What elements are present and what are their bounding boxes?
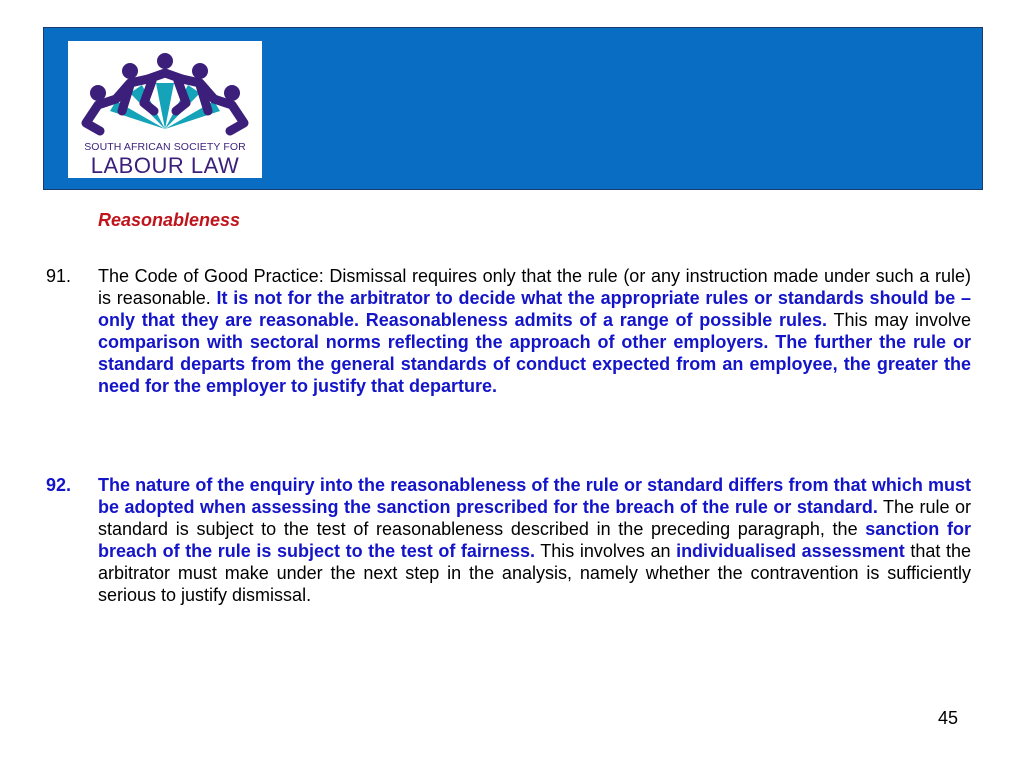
paragraph-body	[98, 474, 971, 606]
paragraph-92	[46, 474, 971, 606]
section-heading: Reasonableness	[98, 210, 241, 230]
logo-text-line1: SOUTH AFRICAN SOCIETY FOR	[84, 141, 246, 153]
text-segment: The Code of Good Practice: Dismissal requires only that the rule (or any instruction made under such a rule) is reasonable.	[98, 266, 971, 308]
emphasis-segment: It is not for the arbitrator to decide what the appropriate rules or standards should be – only that they are reasonable. Reasonableness admits of a range of possible rules.	[98, 288, 971, 330]
text-segment: This involves an	[534, 541, 677, 561]
logo-text-line2: LABOUR LAW	[90, 153, 240, 178]
society-logo	[68, 41, 262, 178]
paragraph-body	[98, 265, 971, 397]
text-segment: that the arbitrator must make under the next step in the analysis, namely whether the contravention is sufficiently serious to justify dismissal.	[98, 541, 971, 605]
page-number: 45	[938, 708, 959, 728]
paragraph-number: 91.	[46, 266, 72, 286]
emphasis-segment: sanction for breach of the rule is subject to the test of fairness.	[98, 519, 971, 561]
text-segment: The rule or standard is subject to the test of reasonableness described in the preceding paragraph, the	[98, 497, 971, 539]
emphasis-segment: comparison with sectoral norms reflecting the approach of other employers. The further the rule or standard departs from the general standards of conduct expected from an employee, the greater the need for the employer to justify that departure.	[98, 332, 971, 396]
text-segment: This may involve	[827, 310, 971, 330]
logo-figures-icon	[68, 41, 262, 141]
paragraph-number: 92.	[46, 475, 72, 495]
emphasis-segment: The nature of the enquiry into the reasonableness of the rule or standard differs from that which must be adopted when assessing the sanction prescribed for the breach of the rule or standard.	[98, 475, 971, 517]
emphasis-segment: individualised assessment	[676, 541, 905, 561]
paragraph-91	[46, 265, 971, 397]
